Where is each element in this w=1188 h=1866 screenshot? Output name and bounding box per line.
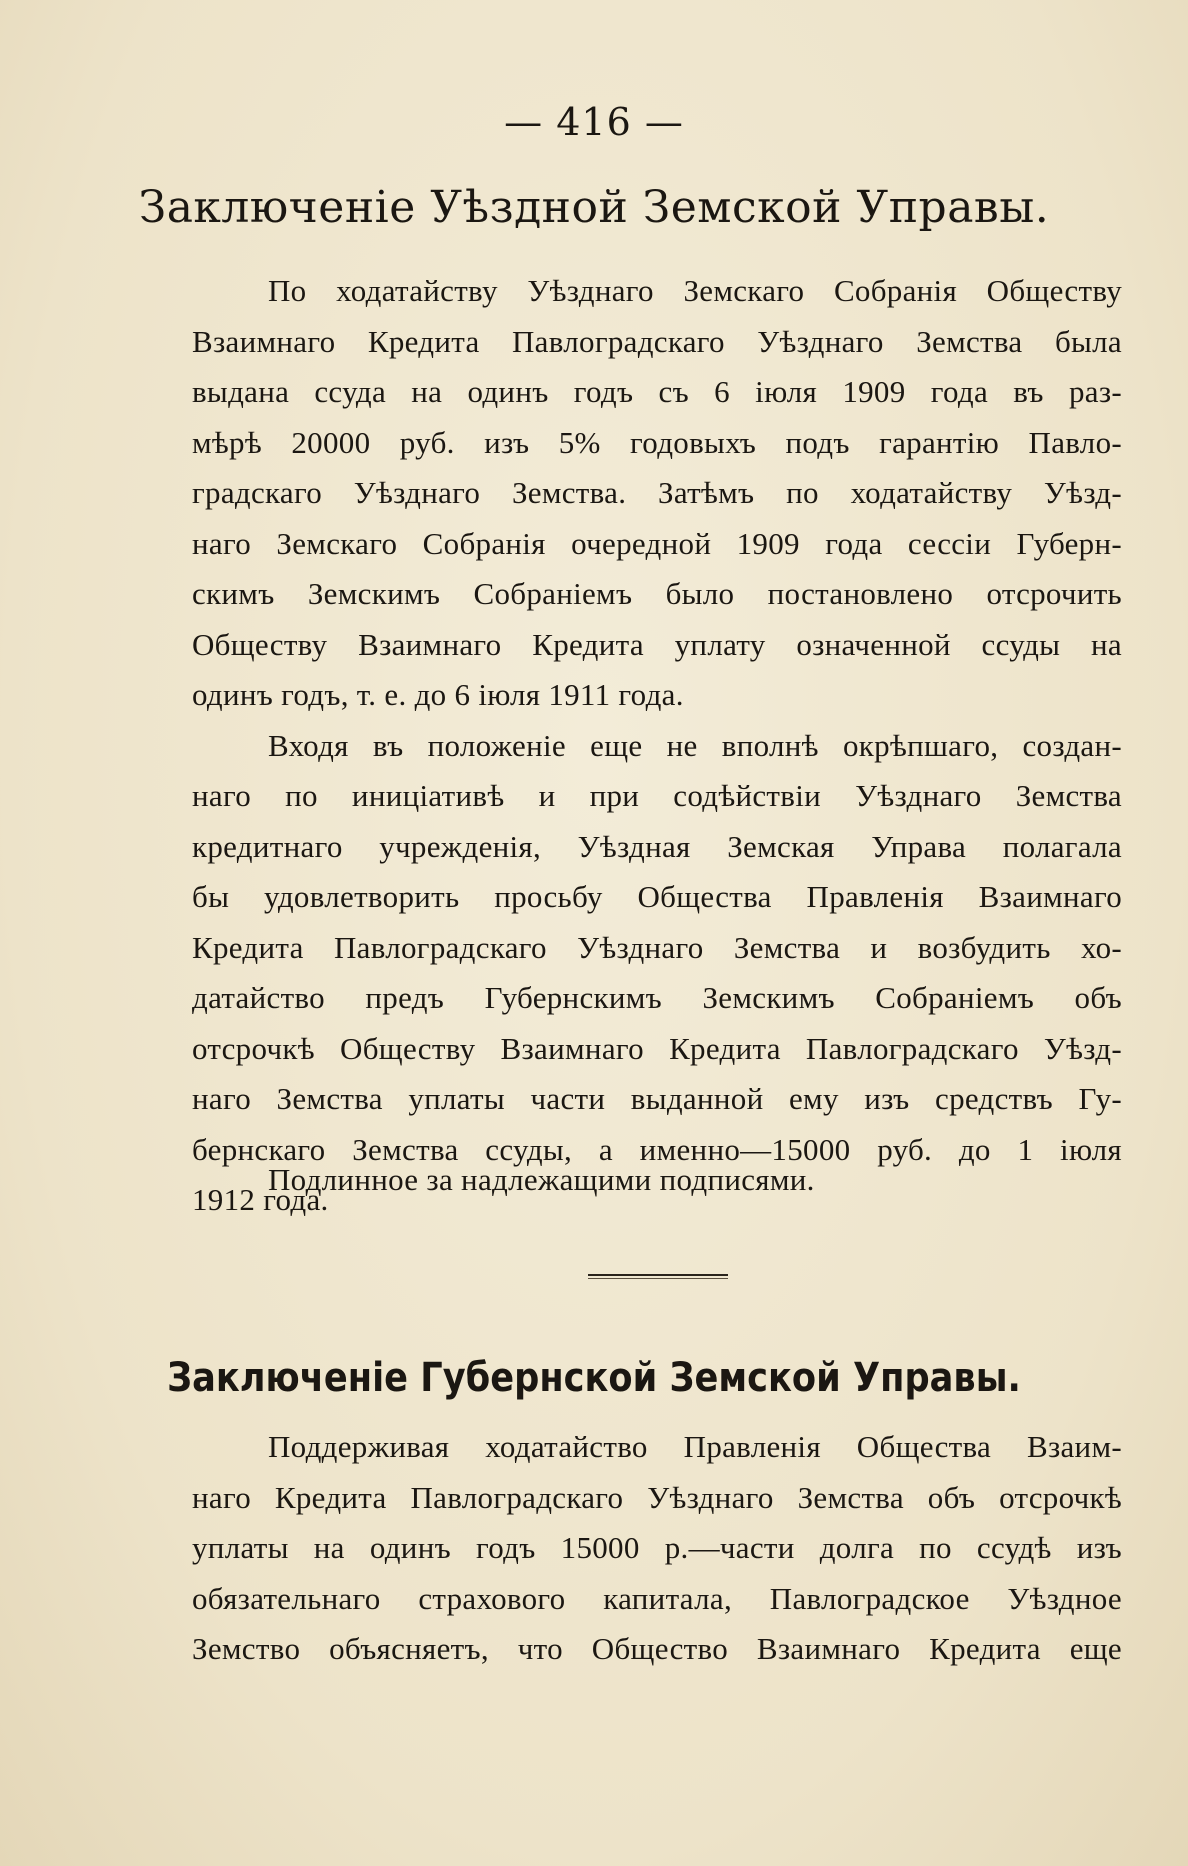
text-line: Кредита Павлоградскаго Уѣзднаго Земства и возбудить хо-	[192, 929, 1122, 965]
section-heading-uezd: Заключеніе Уѣздной Земской Управы.	[138, 182, 1050, 233]
text-line: наго Кредита Павлоградскаго Уѣзднаго Земства объ отсрочкѣ	[192, 1479, 1122, 1515]
text-line: кредитнаго учрежденія, Уѣздная Земская Управа полагала	[192, 828, 1122, 864]
text-line: градскаго Уѣзднаго Земства. Затѣмъ по ходатайству Уѣзд-	[192, 475, 1122, 510]
text-line: наго по иниціативѣ и при содѣйствіи Уѣзднаго Земства	[192, 778, 1122, 813]
section-divider	[588, 1274, 728, 1279]
text-line: уплаты на одинъ годъ 15000 р.—части долга по ссудѣ изъ	[192, 1530, 1122, 1565]
text-line: наго Земскаго Собранія очередной 1909 года сессіи Губерн-	[192, 525, 1122, 561]
page-number: — 416 —	[504, 100, 684, 144]
section-body-uezd	[192, 266, 1122, 1226]
text-line: датайство предъ Губернскимъ Земскимъ Собраніемъ объ	[192, 980, 1122, 1015]
section-body-gubern	[192, 1422, 1122, 1675]
text-line: бы удовлетворить просьбу Общества Правленія Взаимнаго	[192, 879, 1122, 914]
text-line: мѣрѣ 20000 руб. изъ 5% годовыхъ подъ гарантію Павло-	[192, 424, 1122, 460]
text-line: отсрочкѣ Обществу Взаимнаго Кредита Павлоградскаго Уѣзд-	[192, 1030, 1122, 1066]
signature-note: Подлинное за надлежащими подписями.	[268, 1162, 815, 1197]
text-line: Поддерживая ходатайство Правленія Общества Взаим-	[268, 1429, 1122, 1464]
text-line: Обществу Взаимнаго Кредита уплату означенной ссуды на	[192, 626, 1122, 662]
text-line: наго Земства уплаты части выданной ему изъ средствъ Гу-	[192, 1081, 1122, 1116]
text-line: скимъ Земскимъ Собраніемъ было постановлено отсрочить	[192, 576, 1122, 611]
text-line: обязательнаго страхового капитала, Павлоградское Уѣздное	[192, 1580, 1122, 1616]
text-line: По ходатайству Уѣзднаго Земскаго Собранія Обществу	[268, 273, 1122, 308]
section-heading-gubern: Заключеніе Губернской Земской Управы.	[167, 1355, 1021, 1401]
text-line: Взаимнаго Кредита Павлоградскаго Уѣзднаго Земства была	[192, 323, 1122, 359]
text-line: бернскаго Земства ссуды, а именно—15000 руб. до 1 іюля	[192, 1131, 1122, 1167]
text-line: выдана ссуда на одинъ годъ съ 6 іюля 1909 года въ раз-	[192, 374, 1122, 409]
text-line: 1912 года.	[192, 1182, 329, 1217]
text-line: одинъ годъ, т. е. до 6 іюля 1911 года.	[192, 677, 684, 712]
text-line: Земство объясняетъ, что Общество Взаимнаго Кредита еще	[192, 1631, 1122, 1666]
text-line: Входя въ положеніе еще не вполнѣ окрѣпшаго, создан-	[268, 727, 1122, 763]
